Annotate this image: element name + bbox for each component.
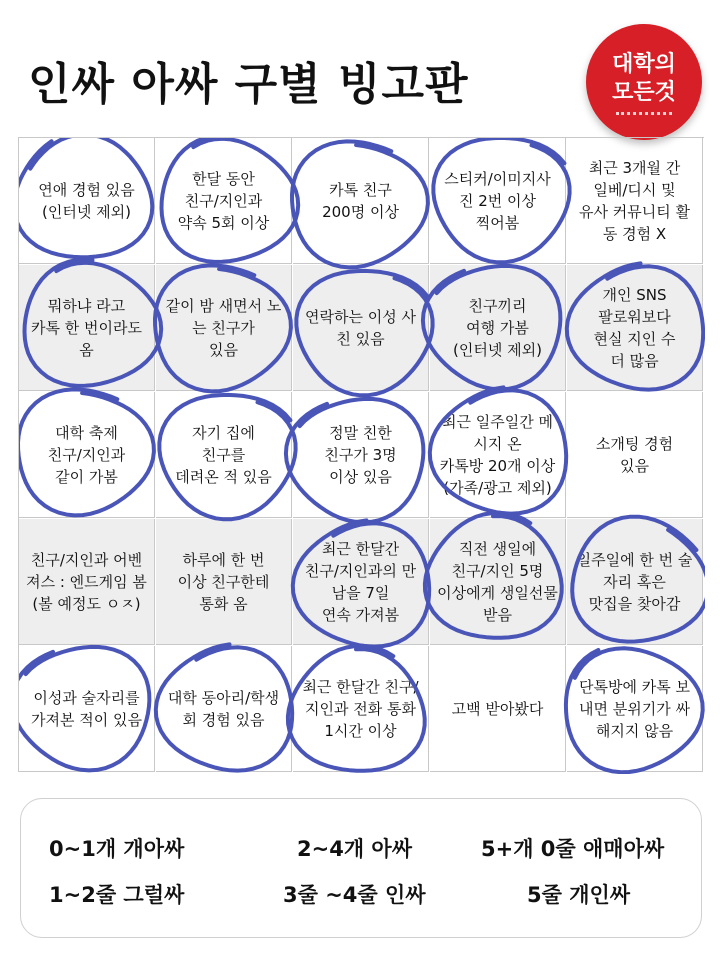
bingo-cell[interactable] <box>293 646 429 772</box>
bingo-cell-text: 직전 생일에 친구/지인 5명 이상에게 생일선물 받음 <box>437 539 558 624</box>
bingo-cell[interactable] <box>430 138 566 264</box>
bingo-cell-text: 같이 밤 새면서 노 는 친구가 있음 <box>165 296 282 359</box>
bingo-cell-text: 최근 3개월 간 일베/디시 및 유사 커뮤니티 활 동 경험 X <box>579 158 690 243</box>
bingo-cell-text: 정말 친한 친구가 3명 이상 있음 <box>324 423 397 486</box>
bingo-cell[interactable] <box>156 392 292 518</box>
bingo-cell[interactable] <box>156 519 292 645</box>
legend-box <box>20 798 702 938</box>
bingo-cell[interactable] <box>567 519 703 645</box>
bingo-cell[interactable] <box>293 265 429 391</box>
bingo-cell-text: 고백 받아봤다 <box>451 699 544 718</box>
bingo-cell[interactable] <box>430 646 566 772</box>
bingo-cell[interactable] <box>156 138 292 264</box>
bingo-cell-text: 하루에 한 번 이상 친구한테 통화 옴 <box>177 550 270 613</box>
bingo-cell-text: 자기 집에 친구를 데려온 적 있음 <box>175 423 272 486</box>
bingo-cell[interactable] <box>293 138 429 264</box>
bingo-cell-text: 대학 축제 친구/지인과 같이 가봄 <box>47 423 126 486</box>
bingo-cell[interactable] <box>156 265 292 391</box>
bingo-cell[interactable] <box>430 392 566 518</box>
bingo-cell-text: 스티커/이미지사 진 2번 이상 찍어봄 <box>444 169 551 232</box>
bingo-cell[interactable] <box>19 646 155 772</box>
bingo-cell-text: 이성과 술자리를 가져본 적이 있음 <box>31 688 142 729</box>
legend-item: 1~2줄 그럴싸 <box>49 883 185 907</box>
bingo-cell-text: 친구/지인과 어벤 져스 : 엔드게임 봄 (볼 예정도 ㅇㅈ) <box>26 550 147 613</box>
bingo-cell-text: 일주일에 한 번 술 자리 혹은 맛집을 찾아감 <box>576 550 693 613</box>
bingo-cell[interactable] <box>567 138 703 264</box>
bingo-cell-text: 뭐하냐 라고 카톡 한 번이라도 옴 <box>31 296 142 359</box>
bingo-cell[interactable] <box>567 265 703 391</box>
bingo-cell[interactable] <box>430 519 566 645</box>
bingo-cell[interactable] <box>19 138 155 264</box>
bingo-cell-text: 최근 일주일간 메 시지 온 카톡방 20개 이상 (가족/광고 제외) <box>439 412 556 497</box>
logo-line-1: 대학의 <box>612 52 676 77</box>
bingo-cell-text: 연락하는 이성 사 친 있음 <box>305 307 416 348</box>
bingo-cell-text: 연애 경험 있음 (인터넷 제외) <box>38 180 135 221</box>
legend-item: 5줄 개인싸 <box>527 883 631 907</box>
legend-item: 3줄 ~4줄 인싸 <box>283 883 426 907</box>
bingo-cell[interactable] <box>567 392 703 518</box>
page-title: 인싸 아싸 구별 빙고판 <box>28 59 469 110</box>
bingo-board <box>18 137 704 772</box>
bingo-cell-text: 개인 SNS 팔로워보다 현실 지인 수 더 많음 <box>593 285 676 370</box>
logo-line-2: 모든것 <box>612 80 676 105</box>
bingo-cell[interactable] <box>293 392 429 518</box>
bingo-cell[interactable] <box>430 265 566 391</box>
bingo-cell-text: 단톡방에 카톡 보 내면 분위기가 싸 해지지 않음 <box>579 677 690 740</box>
brand-logo <box>586 24 702 140</box>
bingo-cell-text: 한달 동안 친구/지인과 약속 5회 이상 <box>177 169 270 232</box>
legend-item: 5+개 0줄 애매아싸 <box>481 837 665 861</box>
bingo-cell[interactable] <box>293 519 429 645</box>
bingo-cell[interactable] <box>19 519 155 645</box>
legend-item: 0~1개 개아싸 <box>49 837 185 861</box>
logo-dots <box>616 112 672 119</box>
bingo-cell[interactable] <box>156 646 292 772</box>
bingo-cell-text: 소개팅 경험 있음 <box>595 434 674 475</box>
bingo-cell[interactable] <box>567 646 703 772</box>
bingo-cell-text: 최근 한달간 친구/지인과의 만 남을 7일 연속 가져봄 <box>304 539 417 624</box>
bingo-cell-text: 대학 동아리/학생 회 경험 있음 <box>167 688 280 729</box>
bingo-cell-text: 최근 한달간 친구/ 지인과 전화 통화 1시간 이상 <box>302 677 419 740</box>
bingo-cell-text: 친구끼리 여행 가봄 (인터넷 제외) <box>453 296 542 359</box>
bingo-cell[interactable] <box>19 265 155 391</box>
bingo-cell[interactable] <box>19 392 155 518</box>
legend-item: 2~4개 아싸 <box>297 837 412 861</box>
bingo-cell-text: 카톡 친구 200명 이상 <box>322 180 399 221</box>
